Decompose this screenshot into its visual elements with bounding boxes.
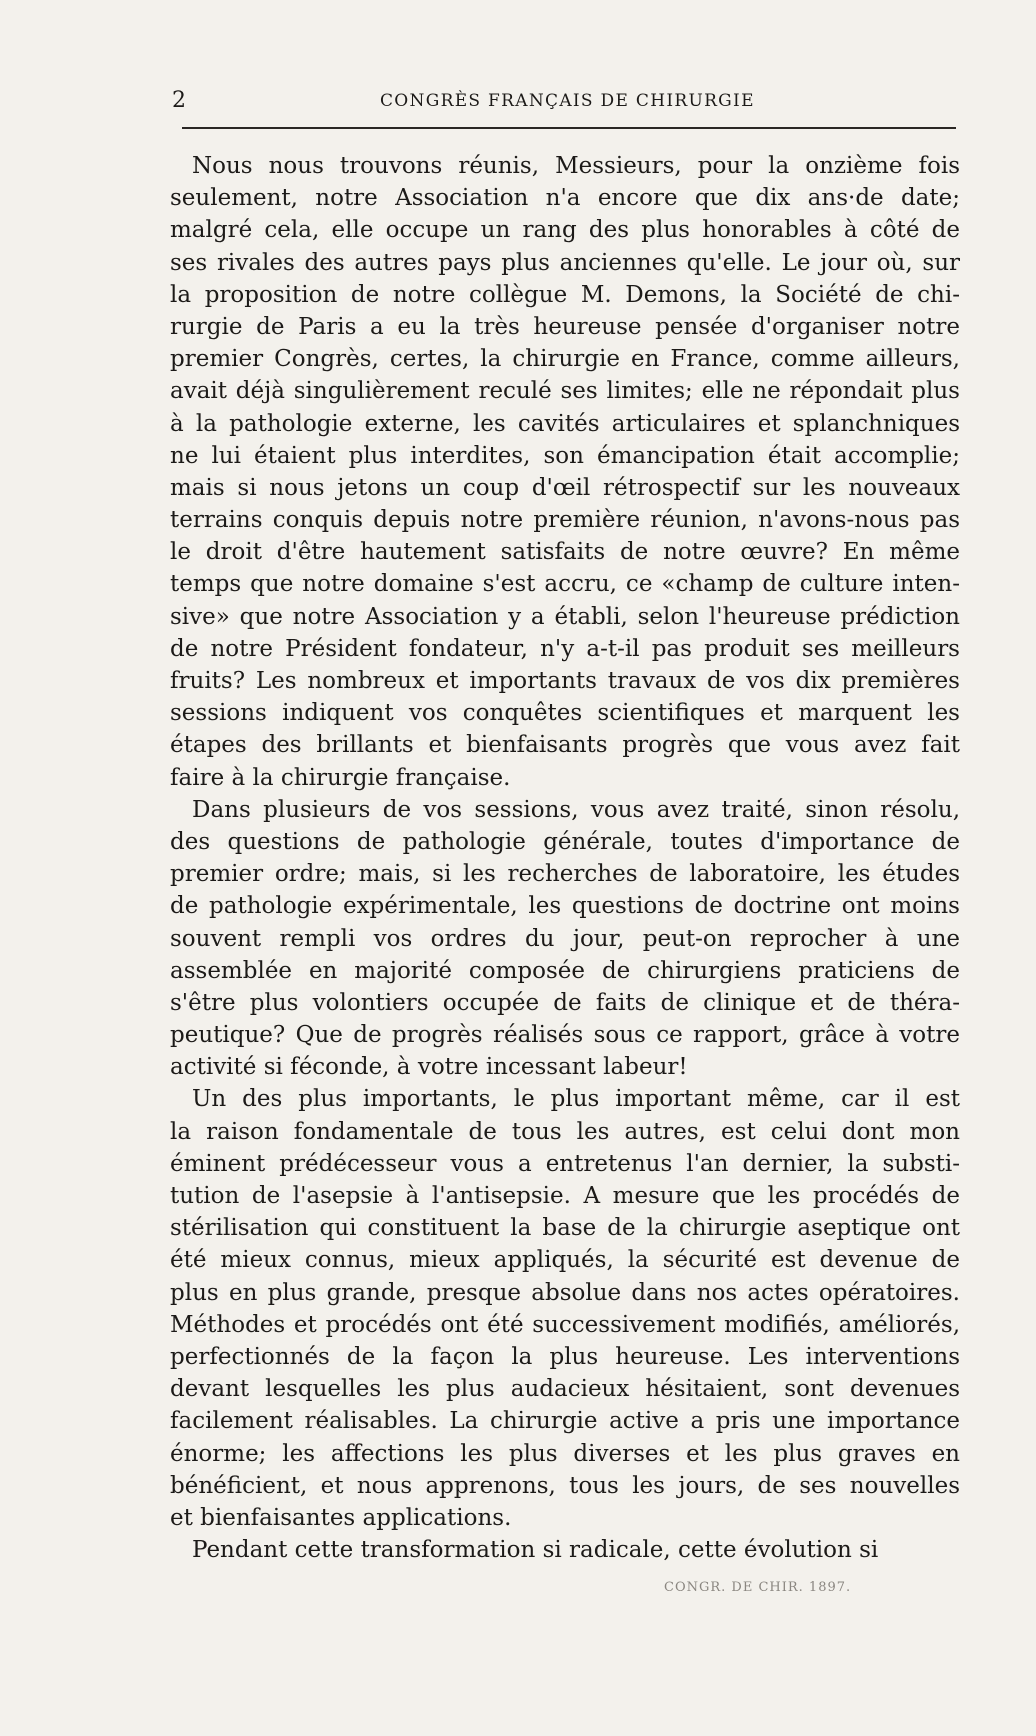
text-line: ses rivales des autres pays plus anciennes qu'elle. Le jour où, sur <box>170 249 960 276</box>
text-line: sive» que notre Association y a établi, selon l'heureuse prédiction <box>170 603 960 630</box>
text-line: tution de l'asepsie à l'antisepsie. A mesure que les procédés de <box>170 1183 960 1209</box>
text-line: seulement, notre Association n'a encore que dix ans·de date; <box>170 185 960 212</box>
text-line: mais si nous jetons un coup d'œil rétrospectif sur les nouveaux <box>170 474 960 501</box>
text-line: avait déjà singulièrement reculé ses limites; elle ne répondait plus <box>170 378 960 405</box>
text-line: Nous nous trouvons réunis, Messieurs, pour la onzième fois <box>192 153 960 179</box>
text-line: de notre Président fondateur, n'y a-t-il pas produit ses meilleurs <box>170 635 960 662</box>
text-line: des questions de pathologie générale, toutes d'importance de <box>170 828 960 855</box>
text-line: à la pathologie externe, les cavités articulaires et splanchniques <box>170 410 960 437</box>
text-line: terrains conquis depuis notre première réunion, n'avons-nous pas <box>170 507 960 534</box>
text-line: rurgie de Paris a eu la très heureuse pensée d'organiser notre <box>170 313 960 340</box>
text-line: énorme; les affections les plus diverses et les plus graves en <box>170 1440 960 1467</box>
text-line: stérilisation qui constituent la base de la chirurgie aseptique ont <box>170 1215 960 1242</box>
text-line: de pathologie expérimentale, les questions de doctrine ont moins <box>170 893 960 920</box>
text-line: temps que notre domaine s'est accru, ce «champ de culture inten- <box>170 571 960 598</box>
text-line: étapes des brillants et bienfaisants progrès que vous avez fait <box>170 732 960 759</box>
body-text <box>170 150 960 1566</box>
text-line: la proposition de notre collègue M. Demons, la Société de chi- <box>170 281 960 308</box>
text-line: premier Congrès, certes, la chirurgie en France, comme ailleurs, <box>170 346 960 373</box>
text-line: Dans plusieurs de vos sessions, vous avez traité, sinon résolu, <box>192 796 960 823</box>
text-line: peutique? Que de progrès réalisés sous ce rapport, grâce à votre <box>170 1022 960 1049</box>
text-line: plus en plus grande, presque absolue dans nos actes opératoires. <box>170 1279 960 1306</box>
text-line: devant lesquelles les plus audacieux hésitaient, sont devenues <box>170 1376 960 1403</box>
text-line: ne lui étaient plus interdites, son émancipation était accomplie; <box>170 442 960 469</box>
text-line: malgré cela, elle occupe un rang des plus honorables à côté de <box>170 217 960 244</box>
text-line: facilement réalisables. La chirurgie active a pris une importance <box>170 1408 960 1435</box>
page-number: 2 <box>172 88 186 113</box>
text-line: Pendant cette transformation si radicale, cette évolution si <box>192 1537 879 1564</box>
text-line: Un des plus importants, le plus important même, car il est <box>192 1086 960 1113</box>
text-line: assemblée en majorité composée de chirurgiens praticiens de <box>170 957 960 984</box>
text-line: et bienfaisantes applications. <box>170 1504 512 1531</box>
text-line: bénéficient, et nous apprenons, tous les jours, de ses nouvelles <box>170 1472 960 1499</box>
text-line: premier ordre; mais, si les recherches de laboratoire, les études <box>170 861 960 888</box>
text-line: éminent prédécesseur vous a entretenus l'an dernier, la substi- <box>170 1150 960 1177</box>
text-line: activité si féconde, à votre incessant labeur! <box>170 1054 688 1081</box>
text-line: fruits? Les nombreux et importants travaux de vos dix premières <box>170 668 960 694</box>
printer-signature: CONGR. DE CHIR. 1897. <box>664 1580 852 1595</box>
text-line: souvent rempli vos ordres du jour, peut-on reprocher à une <box>170 925 960 952</box>
header-rule <box>182 127 956 129</box>
text-line: faire à la chirurgie française. <box>170 764 511 791</box>
text-line: sessions indiquent vos conquêtes scientifiques et marquent les <box>170 700 960 727</box>
text-line: été mieux connus, mieux appliqués, la sécurité est devenue de <box>170 1247 960 1274</box>
text-line: s'être plus volontiers occupée de faits de clinique et de théra- <box>170 989 960 1016</box>
text-line: la raison fondamentale de tous les autres, est celui dont mon <box>170 1118 960 1145</box>
text-line: Méthodes et procédés ont été successivement modifiés, améliorés, <box>170 1311 960 1338</box>
running-header <box>172 84 952 118</box>
running-title: CONGRÈS FRANÇAIS DE CHIRURGIE <box>380 91 755 111</box>
text-line: le droit d'être hautement satisfaits de notre œuvre? En même <box>170 539 960 566</box>
text-line: perfectionnés de la façon la plus heureuse. Les interventions <box>170 1343 960 1370</box>
